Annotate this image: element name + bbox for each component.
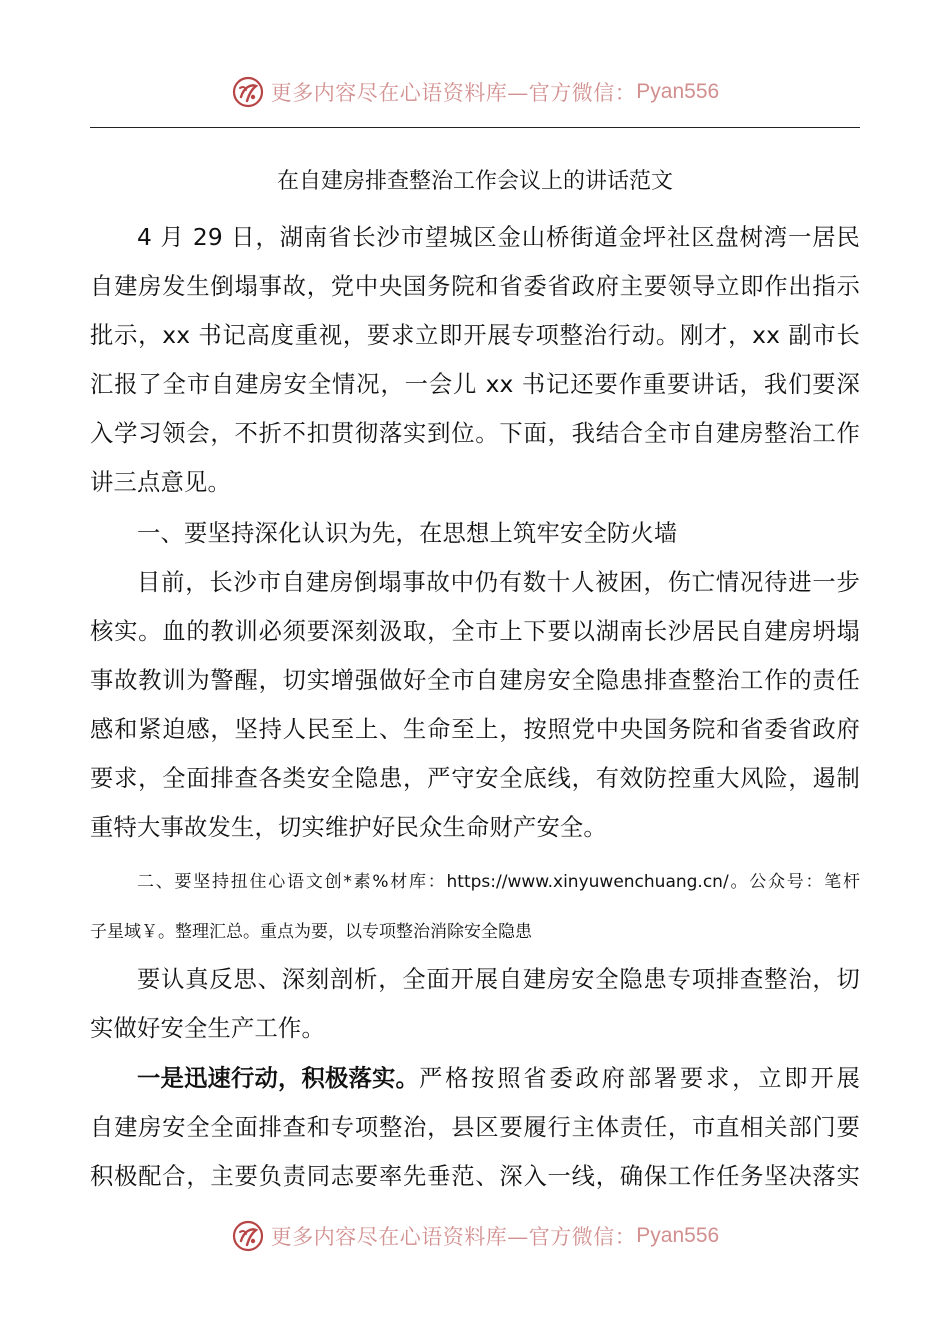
paragraph-line: 要求，全面排查各类安全隐患，严守安全底线，有效防控重大风险，遏制 [90, 765, 860, 792]
section-2-heading-line: 子星域￥。整理汇总。重点为要，以专项整治消除安全隐患 [90, 922, 532, 942]
paragraph-line: 重特大事故发生，切实维护好民众生命财产安全。 [90, 814, 607, 841]
paragraph-line: 讲三点意见。 [90, 469, 231, 496]
paragraph-line: 事故教训为警醒，切实增强做好全市自建房安全隐患排查整治工作的责任 [90, 667, 860, 694]
paragraph-line: 要认真反思、深刻剖析，全面开展自建房安全隐患专项排查整治，切 [137, 966, 860, 993]
paragraph-line: 积极配合，主要负责同志要率先垂范、深入一线，确保工作任务坚决落实 [90, 1163, 860, 1190]
header-watermark-banner [0, 72, 950, 112]
banner-text: 更多内容尽在心语资料库—官方微信： [270, 1225, 637, 1249]
point-1-text: 严格按照省委政府部署要求，立即开展 [418, 1065, 860, 1092]
point-1-lead: 一是迅速行动，积极落实。 [137, 1065, 419, 1092]
section-1-heading: 一、要坚持深化认识为先，在思想上筑牢安全防火墙 [137, 520, 678, 547]
paragraph-line: 实做好安全生产工作。 [90, 1015, 325, 1042]
paragraph-line: 4 月 29 日，湖南省长沙市望城区金山桥街道金坪社区盘树湾一居民 [137, 224, 860, 251]
footer-watermark-banner [0, 1216, 950, 1256]
section-2-heading-line: 二、要坚持扭住心语文创*素%材库：https://www.xinyuwenchuang.cn/。公众号：笔杆 [137, 872, 860, 892]
xinyu-logo-icon [231, 1219, 265, 1253]
paragraph-line: 批示，xx 书记高度重视，要求立即开展专项整治行动。刚才，xx 副市长 [90, 322, 860, 349]
paragraph-line: 感和紧迫感，坚持人民至上、生命至上，按照党中央国务院和省委省政府 [90, 716, 860, 743]
paragraph-line [137, 1054, 860, 1103]
banner-wechat-id: Pyan556 [636, 80, 720, 103]
xinyu-logo-icon [231, 75, 265, 109]
document-title: 在自建房排查整治工作会议上的讲话范文 [276, 169, 673, 194]
paragraph-line: 汇报了全市自建房安全情况，一会儿 xx 书记还要作重要讲话，我们要深 [90, 371, 860, 398]
banner-wechat-id: Pyan556 [636, 1224, 720, 1247]
paragraph-line: 核实。血的教训必须要深刻汲取，全市上下要以湖南长沙居民自建房坍塌 [90, 618, 860, 645]
header-divider [90, 127, 860, 128]
paragraph-line: 自建房安全全面排查和专项整治，县区要履行主体责任，市直相关部门要 [90, 1114, 860, 1141]
paragraph-line: 目前，长沙市自建房倒塌事故中仍有数十人被困，伤亡情况待进一步 [137, 569, 860, 596]
banner-text: 更多内容尽在心语资料库—官方微信： [270, 81, 637, 105]
paragraph-line: 入学习领会，不折不扣贯彻落实到位。下面，我结合全市自建房整治工作 [90, 420, 860, 447]
paragraph-line: 自建房发生倒塌事故，党中央国务院和省委省政府主要领导立即作出指示 [90, 273, 860, 300]
